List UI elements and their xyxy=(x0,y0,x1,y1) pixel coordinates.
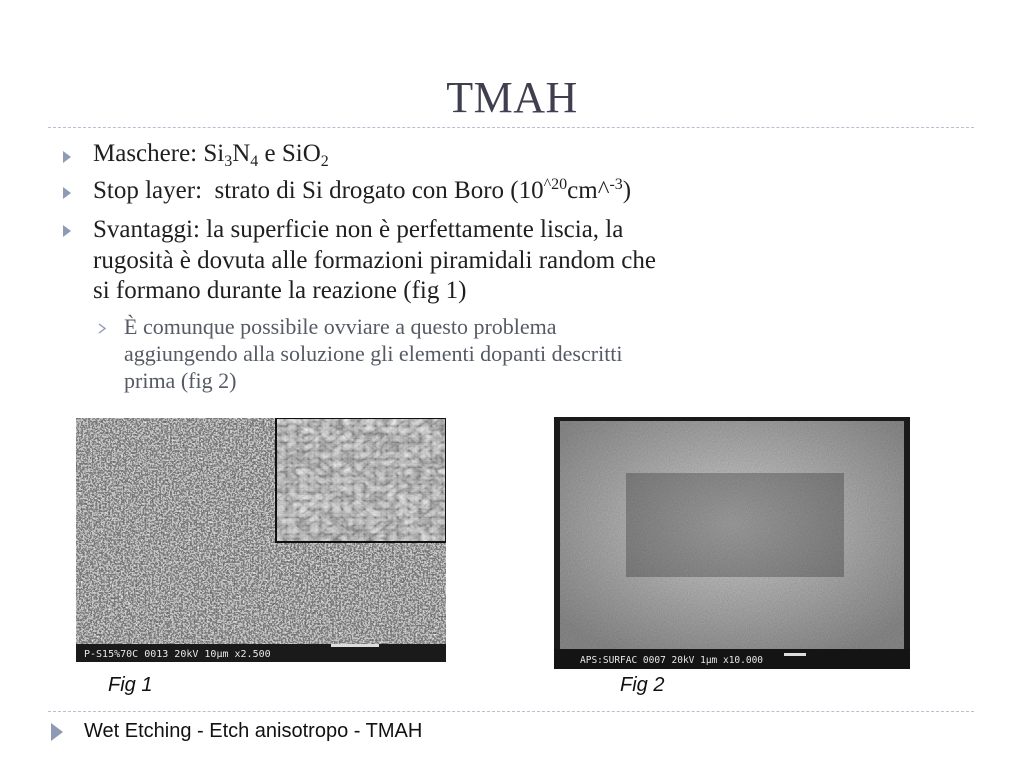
bullet-line: Svantaggi: la superficie non è perfettamente liscia, la xyxy=(93,216,624,243)
figure-1-sem-image xyxy=(76,418,446,662)
figure-1-caption: Fig 1 xyxy=(108,674,153,696)
subbullet-line: È comunque possibile ovviare a questo problema xyxy=(124,314,557,339)
triangle-bullet-icon xyxy=(62,186,72,200)
footer-divider xyxy=(48,711,974,712)
bullet-stop-layer: Stop layer: strato di Si drogato con Boro $(10^{\^{}20}cm\^{}^{-3})$ xyxy=(93,176,632,204)
bullet-disadvantages xyxy=(93,215,973,307)
bullet-masks: Maschere: $Si_3N_4$ e SiO$_2$ xyxy=(93,140,329,170)
subbullet-line: prima (fig 2) xyxy=(124,368,237,393)
triangle-footer-icon xyxy=(50,722,64,747)
title-divider xyxy=(48,127,974,128)
figure-1-scale-label: P-S15%70C 0013 20kV 10µm x2.500 xyxy=(84,649,271,660)
triangle-subbullet-icon xyxy=(98,321,106,332)
figure-2-scale-label: APS:SURFAC 0007 20kV 1µm x10.000 xyxy=(580,655,764,666)
subbullet-remedy xyxy=(124,313,954,394)
figure-2-sem-image xyxy=(554,417,910,669)
subbullet-line: aggiungendo alla soluzione gli elementi dopanti descritti xyxy=(124,341,623,366)
triangle-bullet-icon xyxy=(62,150,72,164)
triangle-bullet-icon xyxy=(62,224,72,238)
footer-title: Wet Etching - Etch anisotropo - TMAH xyxy=(84,720,423,742)
slide-title: TMAH xyxy=(446,73,578,122)
figure-2-caption: Fig 2 xyxy=(620,674,665,696)
bullet-line: rugosità è dovuta alle formazioni piramidali random che xyxy=(93,246,657,274)
bullet-line: si formano durante la reazione (fig 1) xyxy=(93,277,467,304)
